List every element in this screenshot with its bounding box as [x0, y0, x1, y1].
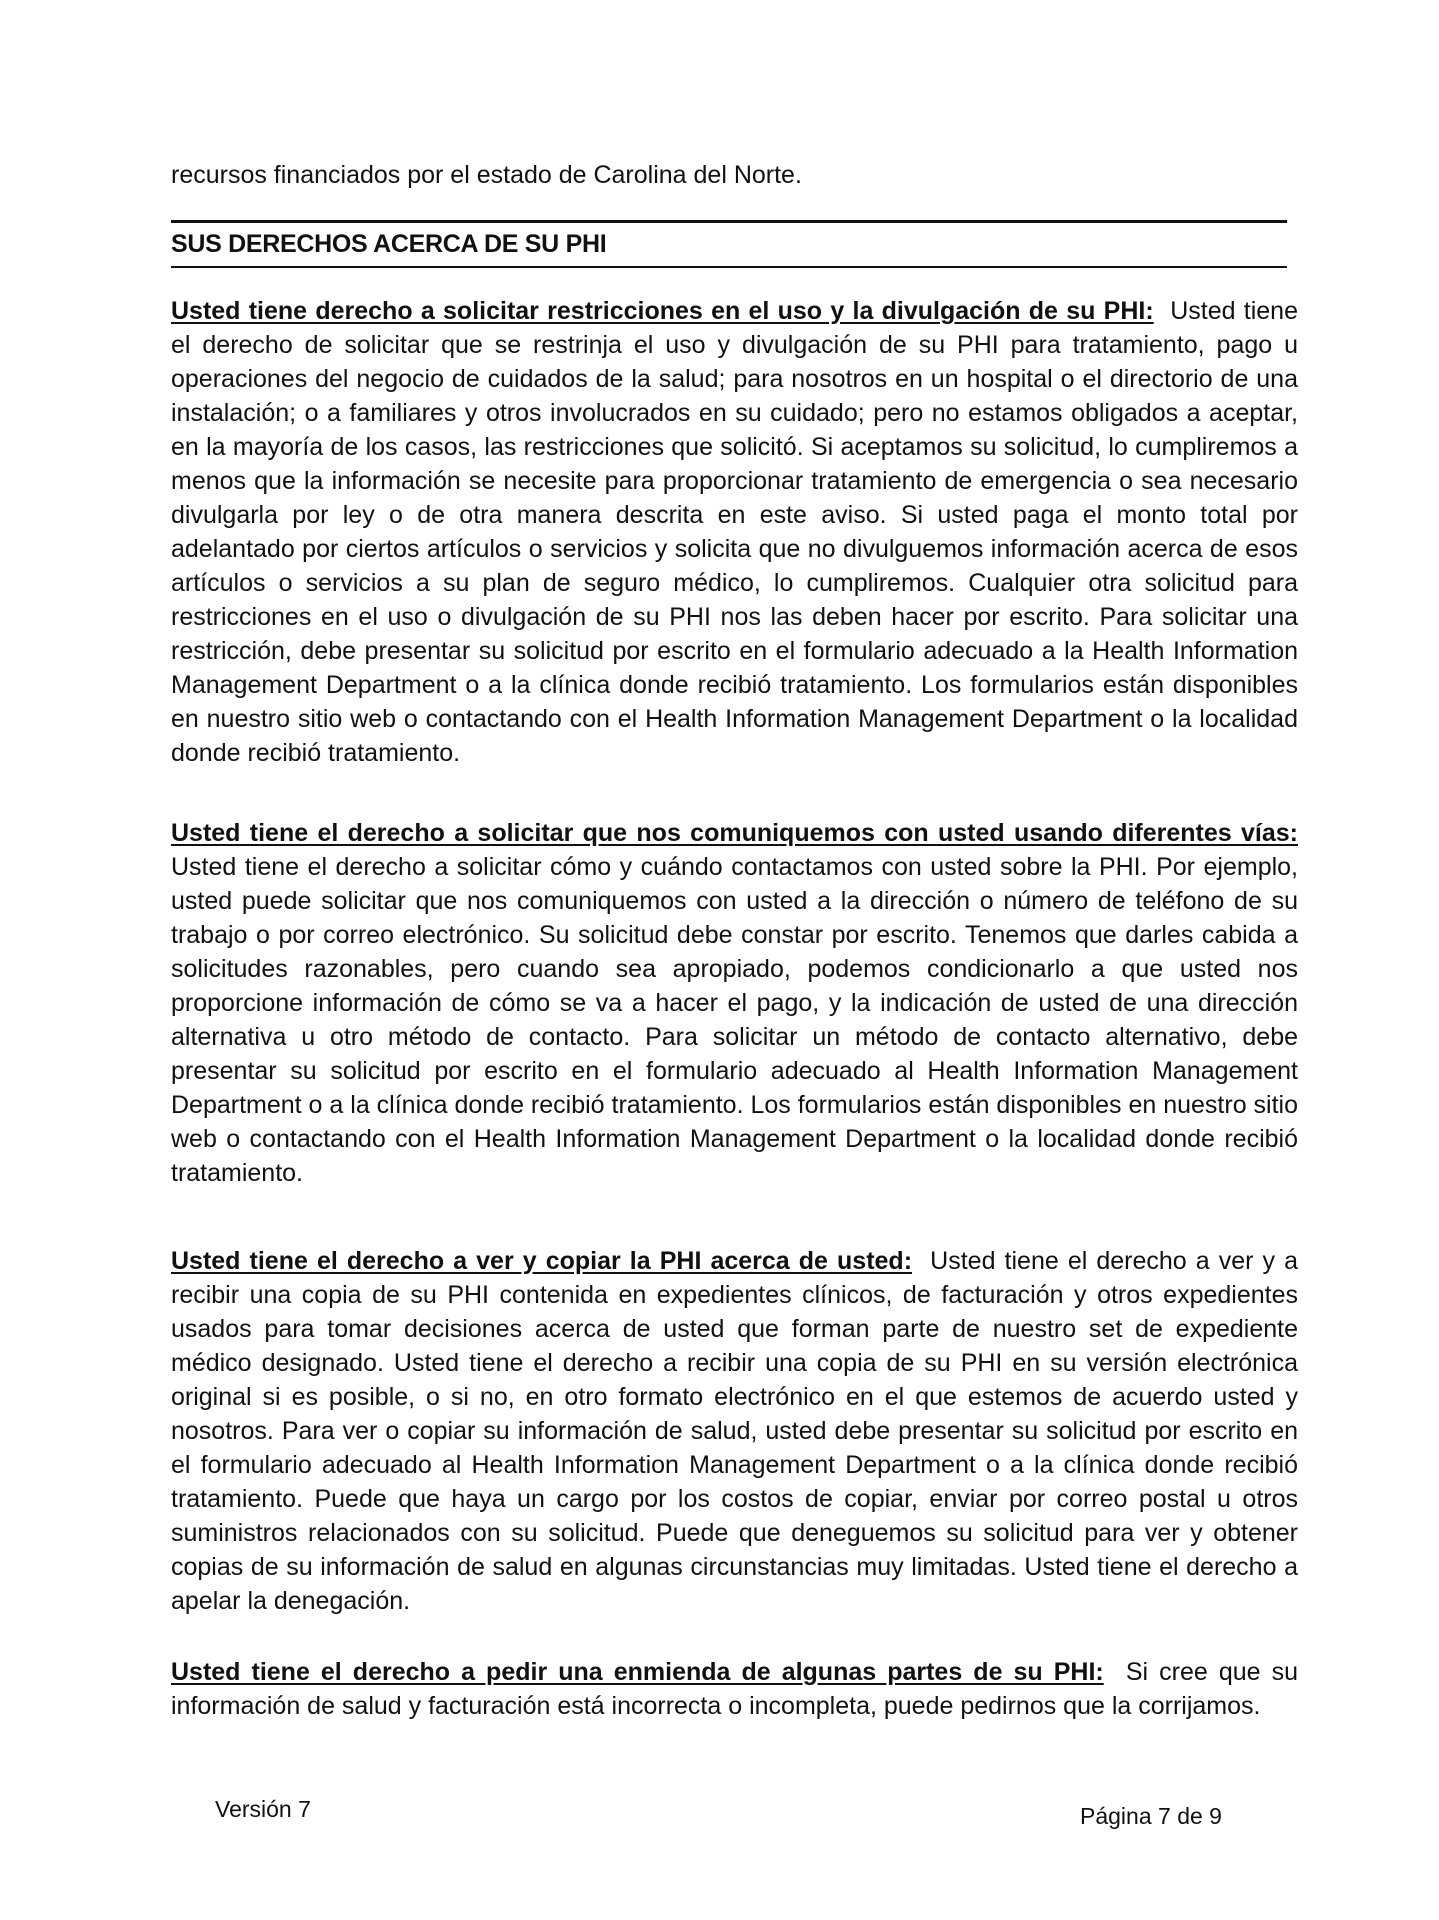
paragraph-communications — [171, 816, 1298, 1190]
paragraph-lead: Usted tiene derecho a solicitar restricciones en el uso y la divulgación de su PHI: — [171, 297, 1154, 325]
paragraph-text: Usted tiene el derecho a solicitar cómo y cuándo contactamos con usted sobre la PHI. Por ejemplo, usted puede solicitar que nos comuniquemos con usted a la dirección o número de teléfono de su trabajo o por correo electrónico. Su solicitud debe constar por escrito. Tenemos que darles cabida a solicitudes razonables, pero cuando sea apropiado, podemos condicionarlo a que usted nos proporcione información de cómo se va a hacer el pago, y la indicación de usted de una dirección alternativa u otro método de contacto. Para solicitar un método de contacto alternativo, debe presentar su solicitud por escrito en el formulario adecuado al Health Information Management Department o a la clínica donde recibió tratamiento. Los formularios están disponibles en nuestro sitio web o contactando con el Health Information Management Department o la localidad donde recibió tratamiento. — [171, 853, 1299, 1187]
paragraph-restrictions — [171, 294, 1298, 770]
paragraph-text: Si cree que su información de salud y facturación está incorrecta o incompleta, puede pedirnos que la corrijamos. — [171, 1658, 1298, 1720]
footer-page-number: Página 7 de 9 — [1080, 1803, 1222, 1829]
section-heading-box — [171, 220, 1287, 268]
paragraph-amendment — [171, 1655, 1298, 1723]
footer-version: Versión 7 — [215, 1796, 311, 1822]
intro-line: recursos financiados por el estado de Carolina del Norte. — [171, 161, 802, 189]
paragraph-lead: Usted tiene el derecho a ver y copiar la PHI acerca de usted: — [171, 1247, 913, 1275]
section-heading: SUS DERECHOS ACERCA DE SU PHI — [171, 230, 607, 258]
paragraph-text: Usted tiene el derecho a ver y a recibir una copia de su PHI contenida en expedientes clínicos, de facturación y otros expedientes usados para tomar decisiones acerca de usted que forman parte de nuestro set de expediente médico designado. Usted tiene el derecho a recibir una copia de su PHI en su versión electrónica original si es posible, o si no, en otro formato electrónico en el que estemos de acuerdo usted y nosotros. Para ver o copiar su información de salud, usted debe presentar su solicitud por escrito en el formulario adecuado al Health Information Management Department o a la clínica donde recibió tratamiento. Puede que haya un cargo por los costos de copiar, enviar por correo postal u otros suministros relacionados con su solicitud. Puede que deneguemos su solicitud para ver y obtener copias de su información de salud en algunas circunstancias muy limitadas. Usted tiene el derecho a apelar la denegación. — [171, 1247, 1298, 1615]
paragraph-text: Usted tiene el derecho de solicitar que se restrinja el uso y divulgación de su PHI para tratamiento, pago u operaciones del negocio de cuidados de la salud; para nosotros en un hospital o el directorio de una instalación; o a familiares y otros involucrados en su cuidado; pero no estamos obligados a aceptar, en la mayoría de los casos, las restricciones que solicitó. Si aceptamos su solicitud, lo cumpliremos a menos que la información se necesite para proporcionar tratamiento de emergencia o sea necesario divulgarla por ley o de otra manera descrita en este aviso. Si usted paga el monto total por adelantado por ciertos artículos o servicios y solicita que no divulguemos información acerca de esos artículos o servicios a su plan de seguro médico, lo cumpliremos. Cualquier otra solicitud para restricciones en el uso o divulgación de su PHI nos las deben hacer por escrito. Para solicitar una restricción, debe presentar su solicitud por escrito en el formulario adecuado a la Health Information Management Department o a la clínica donde recibió tratamiento. Los formularios están disponibles en nuestro sitio web o contactando con el Health Information Management Department o la localidad donde recibió tratamiento. — [171, 297, 1298, 767]
paragraph-lead: Usted tiene el derecho a solicitar que nos comuniquemos con usted usando diferentes vías: — [171, 819, 1298, 847]
paragraph-access — [171, 1244, 1298, 1618]
paragraph-lead: Usted tiene el derecho a pedir una enmienda de algunas partes de su PHI: — [171, 1658, 1104, 1686]
